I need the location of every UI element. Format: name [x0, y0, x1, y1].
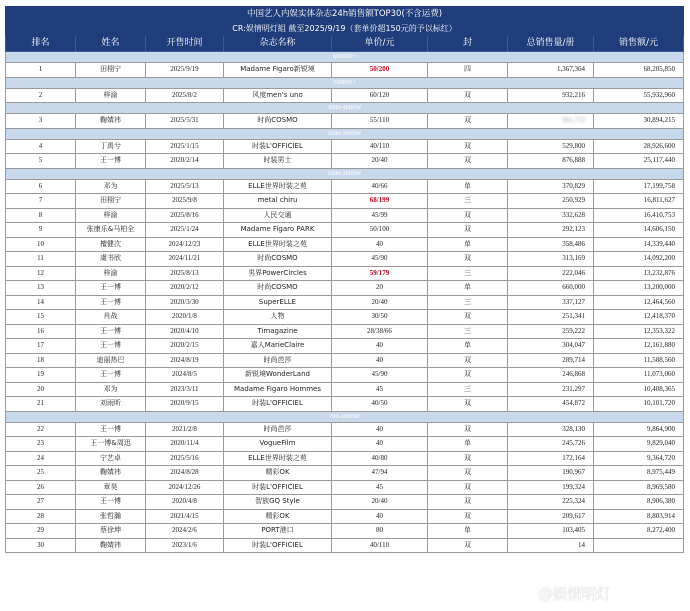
sales-cell: 12,464,560	[594, 295, 684, 310]
table-row	[6, 422, 684, 437]
rank-cell: 21	[6, 397, 76, 412]
cover-cell: 双	[428, 509, 508, 524]
date-cell: 2020/11/4	[146, 437, 224, 452]
name-cell: 鞠婧祎	[76, 538, 146, 553]
cover-cell: 单	[428, 437, 508, 452]
magazine-cell: 时装男士	[224, 154, 332, 169]
section-label: 1000-2000W	[6, 168, 684, 179]
price-cell: 50/200	[332, 63, 428, 78]
table-row	[6, 310, 684, 325]
header-rank: 排名	[6, 36, 76, 52]
qty-cell: 529,800	[508, 139, 594, 154]
table-row	[6, 88, 684, 103]
cover-cell: 单	[428, 339, 508, 354]
qty-cell: 304,047	[508, 339, 594, 354]
qty-cell: 932,216	[508, 88, 594, 103]
section-label: 3000-4000W	[6, 103, 684, 114]
sales-cell: 8,969,580	[594, 480, 684, 495]
section-row	[6, 77, 684, 88]
cover-cell: 单	[428, 281, 508, 296]
sales-table	[5, 6, 684, 553]
price-cell: 55/110	[332, 114, 428, 129]
price-cell: 59/179	[332, 266, 428, 281]
cover-cell: 双	[428, 466, 508, 481]
name-cell: 鞠婧祎	[76, 114, 146, 129]
qty-cell: 222,046	[508, 266, 594, 281]
price-cell: 45	[332, 382, 428, 397]
name-cell: 梓渝	[76, 208, 146, 223]
date-cell: 2021/2/8	[146, 422, 224, 437]
name-cell: 梓渝	[76, 88, 146, 103]
qty-cell: 245,726	[508, 437, 594, 452]
qty-cell: 199,324	[508, 480, 594, 495]
sales-cell: 14,092,200	[594, 252, 684, 267]
price-cell: 40/110	[332, 139, 428, 154]
sales-cell: 12,353,322	[594, 324, 684, 339]
table-row	[6, 451, 684, 466]
table-row	[6, 437, 684, 452]
date-cell: 2025/8/16	[146, 208, 224, 223]
date-cell: 2020/2/14	[146, 154, 224, 169]
magazine-cell: SuperELLE	[224, 295, 332, 310]
sales-cell: 8,803,914	[594, 509, 684, 524]
price-cell: 40/50	[332, 397, 428, 412]
qty-cell: 454,872	[508, 397, 594, 412]
rank-cell: 9	[6, 223, 76, 238]
price-cell: 60/120	[332, 88, 428, 103]
date-cell: 2023/3/11	[146, 382, 224, 397]
rank-cell: 19	[6, 368, 76, 383]
date-cell: 2025/8/13	[146, 266, 224, 281]
sales-cell: 10,101,720	[594, 397, 684, 412]
magazine-cell: 男界PowerCircles	[224, 266, 332, 281]
magazine-cell: ELLE世界时装之苑	[224, 237, 332, 252]
sales-cell: 12,418,370	[594, 310, 684, 325]
magazine-cell: 时尚COSMO	[224, 252, 332, 267]
price-cell: 30/50	[332, 310, 428, 325]
magazine-cell: VogueFilm	[224, 437, 332, 452]
sales-cell: 16,410,753	[594, 208, 684, 223]
cover-cell: 三	[428, 194, 508, 209]
table-row	[6, 154, 684, 169]
magazine-cell: 风度men's uno	[224, 88, 332, 103]
date-cell: 2020/1/8	[146, 310, 224, 325]
cover-cell: 三	[428, 295, 508, 310]
rank-cell: 8	[6, 208, 76, 223]
name-cell: 王一博	[76, 324, 146, 339]
date-cell: 2020/4/8	[146, 495, 224, 510]
qty-cell: 246,868	[508, 368, 594, 383]
sales-cell: 13,200,000	[594, 281, 684, 296]
price-cell: 80	[332, 524, 428, 539]
name-cell: 邓为	[76, 382, 146, 397]
cover-cell: 双	[428, 139, 508, 154]
date-cell: 2024/12/26	[146, 480, 224, 495]
name-cell: 王一博	[76, 339, 146, 354]
date-cell: 2025/5/13	[146, 179, 224, 194]
cover-cell: 双	[428, 495, 508, 510]
qty-cell: 292,123	[508, 223, 594, 238]
section-label: 700-1000W	[6, 411, 684, 422]
magazine-cell: metal chiru	[224, 194, 332, 209]
rank-cell: 15	[6, 310, 76, 325]
magazine-cell: 精彩OK	[224, 509, 332, 524]
name-cell: 张哲瀚	[76, 509, 146, 524]
sales-cell: 9,864,900	[594, 422, 684, 437]
header-cover: 封	[428, 36, 508, 52]
header-name: 姓名	[76, 36, 146, 52]
header-sales: 销售额/元	[594, 36, 684, 52]
qty-cell: 370,829	[508, 179, 594, 194]
date-cell: 2021/4/15	[146, 509, 224, 524]
table-row	[6, 466, 684, 481]
table-row	[6, 495, 684, 510]
qty-cell: 876,888	[508, 154, 594, 169]
sales-cell	[594, 538, 684, 553]
table-row	[6, 63, 684, 78]
cover-cell: 三	[428, 382, 508, 397]
table-row	[6, 208, 684, 223]
sales-cell: 12,161,880	[594, 339, 684, 354]
price-cell: 20/40	[332, 495, 428, 510]
rank-cell: 18	[6, 353, 76, 368]
table-subtitle: CR:娱情明灯組 截至2025/9/19（套单价超150元的予以标红）	[6, 22, 684, 36]
table-row	[6, 139, 684, 154]
name-cell: 田栩宁	[76, 63, 146, 78]
sales-cell: 9,364,720	[594, 451, 684, 466]
rank-cell: 5	[6, 154, 76, 169]
table-row	[6, 538, 684, 553]
magazine-cell: 时装L'OFFICIEL	[224, 480, 332, 495]
cover-cell: 双	[428, 114, 508, 129]
rank-cell: 20	[6, 382, 76, 397]
magazine-cell: 新锐境WonderLand	[224, 368, 332, 383]
rank-cell: 6	[6, 179, 76, 194]
name-cell: 王一博&周迅	[76, 437, 146, 452]
cover-cell: 双	[428, 368, 508, 383]
price-cell: 40/66	[332, 179, 428, 194]
price-cell: 47/94	[332, 466, 428, 481]
date-cell: 2025/9/19	[146, 63, 224, 78]
sales-cell: 8,272,400	[594, 524, 684, 539]
sales-cell: 10,408,365	[594, 382, 684, 397]
price-cell: 45/90	[332, 252, 428, 267]
date-cell: 2024/12/23	[146, 237, 224, 252]
price-cell: 40/110	[332, 538, 428, 553]
table-row	[6, 281, 684, 296]
date-cell: 2024/8/19	[146, 353, 224, 368]
sales-cell: 25,117,440	[594, 154, 684, 169]
price-cell: 50/100	[332, 223, 428, 238]
cover-cell: 双	[428, 223, 508, 238]
rank-cell: 1	[6, 63, 76, 78]
date-cell: 2024/2/6	[146, 524, 224, 539]
magazine-cell: 人民交通	[224, 208, 332, 223]
sales-cell: 8,906,380	[594, 495, 684, 510]
magazine-cell: 时装L'OFFICIEL	[224, 538, 332, 553]
table-row	[6, 295, 684, 310]
rank-cell: 24	[6, 451, 76, 466]
qty-cell: 289,714	[508, 353, 594, 368]
qty-cell: 1,367,364	[508, 63, 594, 78]
sales-cell: 68,205,850	[594, 63, 684, 78]
section-label: 5000W+	[6, 77, 684, 88]
sales-cell: 11,588,560	[594, 353, 684, 368]
cover-cell: 双	[428, 310, 508, 325]
name-cell: 张康乐&马柏全	[76, 223, 146, 238]
name-cell: 迪丽热巴	[76, 353, 146, 368]
price-cell: 28/38/66	[332, 324, 428, 339]
sales-cell: 8,975,449	[594, 466, 684, 481]
rank-cell: 22	[6, 422, 76, 437]
qty-cell: 231,297	[508, 382, 594, 397]
magazine-cell: Timagazine	[224, 324, 332, 339]
rank-cell: 11	[6, 252, 76, 267]
price-cell: 45/90	[332, 368, 428, 383]
watermark: @娱情明灯	[538, 585, 611, 603]
cover-cell: 双	[428, 252, 508, 267]
sales-cell: 17,199,758	[594, 179, 684, 194]
sales-cell: 13,232,876	[594, 266, 684, 281]
sales-cell: 55,932,960	[594, 88, 684, 103]
name-cell: 王一博	[76, 154, 146, 169]
table-row	[6, 509, 684, 524]
title-row	[6, 7, 684, 22]
date-cell: 2024/11/21	[146, 252, 224, 267]
rank-cell: 23	[6, 437, 76, 452]
date-cell: 2025/5/31	[146, 114, 224, 129]
header-date: 开售时间	[146, 36, 224, 52]
table-row	[6, 194, 684, 209]
sales-table-container	[5, 6, 683, 553]
section-label: 2000-3000W	[6, 128, 684, 139]
section-row	[6, 103, 684, 114]
cover-cell: 四	[428, 63, 508, 78]
rank-cell: 16	[6, 324, 76, 339]
rank-cell: 30	[6, 538, 76, 553]
price-cell: 68/199	[332, 194, 428, 209]
section-row	[6, 128, 684, 139]
rank-cell: 12	[6, 266, 76, 281]
magazine-cell: 时尚COSMO	[224, 114, 332, 129]
rank-cell: 17	[6, 339, 76, 354]
name-cell: 王一博	[76, 368, 146, 383]
header-magazine: 杂志名称	[224, 36, 332, 52]
sales-cell: 9,829,040	[594, 437, 684, 452]
cover-cell: 双	[428, 451, 508, 466]
cover-cell: 双	[428, 353, 508, 368]
header-price: 单价/元	[332, 36, 428, 52]
rank-cell: 25	[6, 466, 76, 481]
price-cell: 40	[332, 437, 428, 452]
qty-cell: 313,169	[508, 252, 594, 267]
magazine-cell: 智族GQ Style	[224, 495, 332, 510]
name-cell: 王一博	[76, 422, 146, 437]
rank-cell: 28	[6, 509, 76, 524]
table-row	[6, 480, 684, 495]
sales-cell: 14,606,150	[594, 223, 684, 238]
magazine-cell: 嘉人MarieClaire	[224, 339, 332, 354]
name-cell: 鞠婧祎	[76, 466, 146, 481]
magazine-cell: ELLE世界时装之苑	[224, 451, 332, 466]
rank-cell: 29	[6, 524, 76, 539]
price-cell: 40	[332, 237, 428, 252]
header-row	[6, 36, 684, 52]
name-cell: 邓为	[76, 179, 146, 194]
name-cell: 王一博	[76, 295, 146, 310]
cover-cell: 双	[428, 397, 508, 412]
rank-cell: 3	[6, 114, 76, 129]
sales-cell: 11,073,060	[594, 368, 684, 383]
date-cell: 2025/9/8	[146, 194, 224, 209]
cover-cell: 双	[428, 422, 508, 437]
rank-cell: 13	[6, 281, 76, 296]
qty-cell: 103,405	[508, 524, 594, 539]
qty-cell: 332,628	[508, 208, 594, 223]
price-cell: 40	[332, 339, 428, 354]
cover-cell: 双	[428, 480, 508, 495]
rank-cell: 4	[6, 139, 76, 154]
table-row	[6, 368, 684, 383]
price-cell: 40	[332, 509, 428, 524]
magazine-cell: PORT港口	[224, 524, 332, 539]
price-cell: 20/40	[332, 295, 428, 310]
magazine-cell: 人物	[224, 310, 332, 325]
price-cell: 45	[332, 480, 428, 495]
date-cell: 2025/1/15	[146, 139, 224, 154]
rank-cell: 10	[6, 237, 76, 252]
sales-cell: 30,894,215	[594, 114, 684, 129]
qty-cell: 225,324	[508, 495, 594, 510]
table-row	[6, 252, 684, 267]
sales-cell: 14,339,440	[594, 237, 684, 252]
table-row	[6, 266, 684, 281]
name-cell: 肖战	[76, 310, 146, 325]
cover-cell: 单	[428, 237, 508, 252]
price-cell: 40	[332, 353, 428, 368]
magazine-cell: 时装L'OFFICIEL	[224, 397, 332, 412]
rank-cell: 14	[6, 295, 76, 310]
cover-cell: 双	[428, 538, 508, 553]
section-row	[6, 411, 684, 422]
section-row	[6, 52, 684, 63]
rank-cell: 7	[6, 194, 76, 209]
name-cell: 虞书欣	[76, 252, 146, 267]
qty-cell: 250,929	[508, 194, 594, 209]
date-cell: 2020/9/15	[146, 397, 224, 412]
date-cell: 2023/1/6	[146, 538, 224, 553]
sales-cell: 28,926,600	[594, 139, 684, 154]
table-body	[6, 7, 684, 553]
table-row	[6, 237, 684, 252]
magazine-cell: Madame Figaro PARK	[224, 223, 332, 238]
qty-cell: 259,222	[508, 324, 594, 339]
table-row	[6, 524, 684, 539]
cover-cell: 双	[428, 88, 508, 103]
date-cell: 2024/8/5	[146, 368, 224, 383]
cover-cell: 双	[428, 154, 508, 169]
magazine-cell: 时装L'OFFICIEL	[224, 139, 332, 154]
table-row	[6, 324, 684, 339]
table-title: 中国艺人内娱实体杂志24h销售额TOP30(不含运费)	[6, 7, 684, 22]
rank-cell: 26	[6, 480, 76, 495]
magazine-cell: 精彩OK	[224, 466, 332, 481]
table-row	[6, 353, 684, 368]
name-cell: 宁艺卓	[76, 451, 146, 466]
name-cell: 刘雨昕	[76, 397, 146, 412]
qty-cell: 328,130	[508, 422, 594, 437]
price-cell: 20	[332, 281, 428, 296]
name-cell: 檀健次	[76, 237, 146, 252]
section-row	[6, 168, 684, 179]
table-row	[6, 382, 684, 397]
qty-cell: 660,000	[508, 281, 594, 296]
name-cell: 田栩宁	[76, 194, 146, 209]
cover-cell: 双	[428, 208, 508, 223]
price-cell: 40	[332, 422, 428, 437]
price-cell: 20/40	[332, 154, 428, 169]
price-cell: 40/80	[332, 451, 428, 466]
cover-cell: 三	[428, 324, 508, 339]
date-cell: 2025/1/24	[146, 223, 224, 238]
price-cell: 45/99	[332, 208, 428, 223]
table-row	[6, 397, 684, 412]
cover-cell: 三	[428, 266, 508, 281]
name-cell: 蔡徐坤	[76, 524, 146, 539]
table-row	[6, 114, 684, 129]
name-cell: 丁禹兮	[76, 139, 146, 154]
qty-cell: 337,127	[508, 295, 594, 310]
date-cell: 2024/8/28	[146, 466, 224, 481]
magazine-cell: ELLE世界时装之苑	[224, 179, 332, 194]
rank-cell: 27	[6, 495, 76, 510]
magazine-cell: 时尚COSMO	[224, 281, 332, 296]
qty-cell: 190,967	[508, 466, 594, 481]
table-row	[6, 339, 684, 354]
date-cell: 2020/3/30	[146, 295, 224, 310]
rank-cell: 2	[6, 88, 76, 103]
qty-cell: 358,486	[508, 237, 594, 252]
header-qty: 总销售量/册	[508, 36, 594, 52]
magazine-cell: Madame Figaro Hommes	[224, 382, 332, 397]
date-cell: 2025/8/2	[146, 88, 224, 103]
qty-cell: 251,341	[508, 310, 594, 325]
qty-cell: 172,164	[508, 451, 594, 466]
sales-cell: 16,811,627	[594, 194, 684, 209]
table-row	[6, 179, 684, 194]
qty-cell: 14	[508, 538, 594, 553]
qty-cell: 209,617	[508, 509, 594, 524]
name-cell: 章昊	[76, 480, 146, 495]
name-cell: 梓渝	[76, 266, 146, 281]
magazine-cell: Madame Figaro新锐境	[224, 63, 332, 78]
name-cell: 王一博	[76, 281, 146, 296]
cover-cell: 单	[428, 524, 508, 539]
subtitle-row	[6, 22, 684, 36]
date-cell: 2020/2/15	[146, 339, 224, 354]
date-cell: 2025/5/16	[146, 451, 224, 466]
magazine-cell: 时尚芭莎	[224, 422, 332, 437]
date-cell: 2020/4/10	[146, 324, 224, 339]
section-label: 6000W+	[6, 52, 684, 63]
cover-cell: 单	[428, 179, 508, 194]
date-cell: 2020/2/12	[146, 281, 224, 296]
magazine-cell: 时尚芭莎	[224, 353, 332, 368]
qty-cell: 561,713	[508, 114, 594, 129]
table-row	[6, 223, 684, 238]
name-cell: 王一博	[76, 495, 146, 510]
